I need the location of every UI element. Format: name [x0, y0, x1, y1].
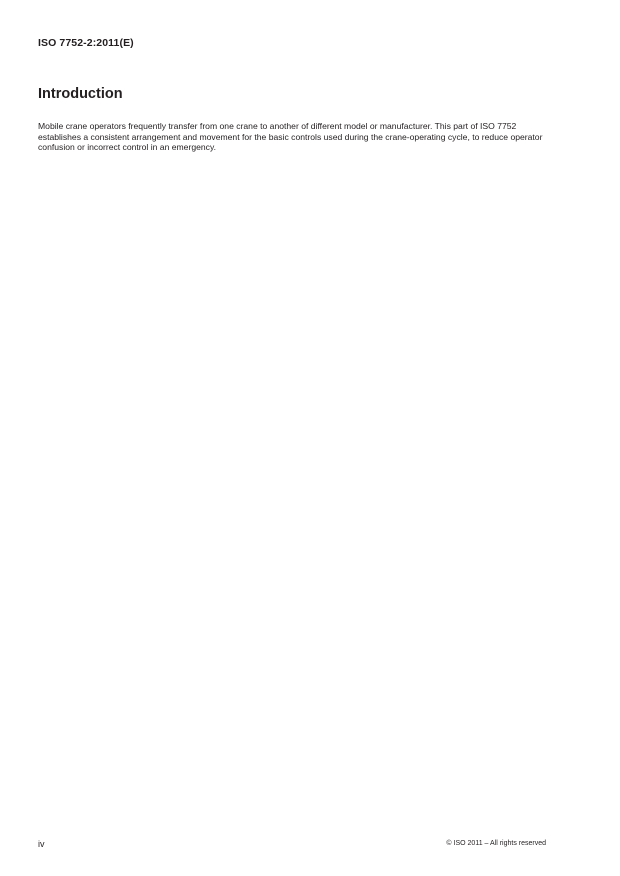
copyright-notice: © ISO 2011 – All rights reserved	[446, 840, 546, 847]
page-number: iv	[38, 839, 45, 849]
section-heading: Introduction	[38, 86, 123, 102]
document-identifier: ISO 7752-2:2011(E)	[38, 37, 134, 49]
introduction-paragraph: Mobile crane operators frequently transfer from one crane to another of different model or manufacturer. This part of ISO 7752 establishes a consistent arrangement and movement for the basic controls used during the crane-operating cycle, to reduce operator confusion or incorrect control in an emergency.	[38, 121, 543, 152]
